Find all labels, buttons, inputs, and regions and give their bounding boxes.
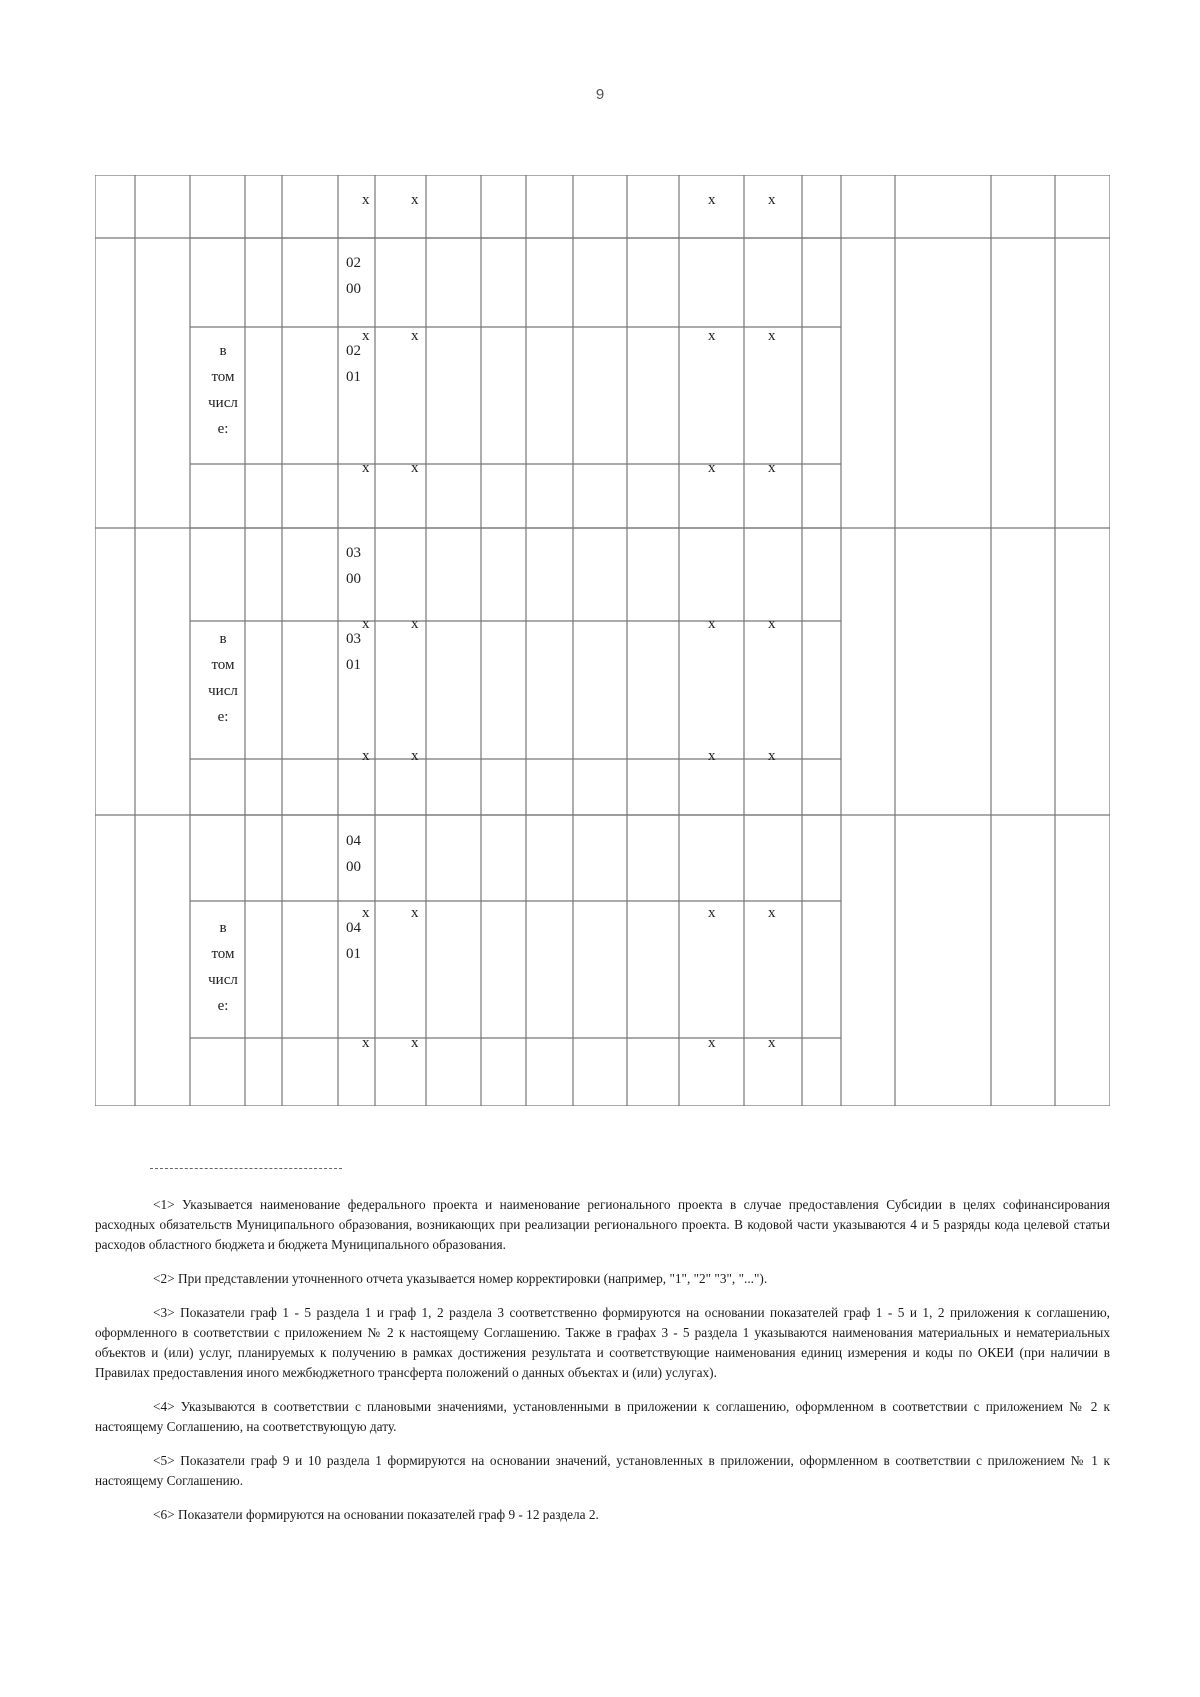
x-mark: x	[768, 748, 776, 764]
x-mark: x	[411, 616, 419, 632]
x-mark: x	[768, 460, 776, 476]
x-mark: x	[362, 192, 370, 208]
x-mark: x	[411, 1035, 419, 1051]
footnote-5: <5> Показатели граф 9 и 10 раздела 1 формируются на основании значений, установленных в приложении, оформленном в соответствии с приложением № 1 к настоящему Соглашению.	[95, 1453, 1110, 1488]
x-mark: x	[362, 328, 370, 344]
x-mark: x	[708, 460, 716, 476]
x-mark: x	[411, 192, 419, 208]
code-line: 00	[346, 859, 361, 875]
code-cell-0400	[346, 828, 361, 880]
x-mark: x	[362, 905, 370, 921]
label-line: том	[211, 657, 235, 673]
code-line: 02	[346, 343, 361, 359]
x-mark: x	[708, 192, 716, 208]
footnotes	[95, 1195, 1110, 1539]
footnote-1: <1> Указывается наименование федерального проекта и наименование регионального проекта в случае предоставления Субсидии в целях софинансирования расходных обязательств Муниципального образования, возникающих при реализации регионального проекта. В кодовой части указываются 4 и 5 разряды кода целевой статьи расходов областного бюджета и бюджета Муниципального образования.	[95, 1197, 1110, 1252]
x-mark: x	[362, 460, 370, 476]
label-line: е:	[217, 998, 229, 1014]
including-label	[198, 915, 248, 1019]
x-mark: x	[362, 616, 370, 632]
code-cell-0301	[346, 626, 361, 678]
code-line: 01	[346, 369, 361, 385]
code-line: 01	[346, 657, 361, 673]
label-line: числ	[208, 395, 238, 411]
footnote-separator	[150, 1168, 342, 1169]
x-mark: x	[362, 1035, 370, 1051]
label-line: числ	[208, 683, 238, 699]
label-line: е:	[217, 421, 229, 437]
footnote-6: <6> Показатели формируются на основании показателей граф 9 - 12 раздела 2.	[153, 1507, 599, 1522]
code-cell-0401	[346, 915, 361, 967]
x-mark: x	[411, 905, 419, 921]
code-cell-0300	[346, 540, 361, 592]
code-cell-0201	[346, 338, 361, 390]
including-label	[198, 626, 248, 730]
code-line: 01	[346, 946, 361, 962]
label-line: в	[219, 631, 227, 647]
including-label	[198, 338, 248, 442]
x-mark: x	[708, 905, 716, 921]
x-mark: x	[708, 1035, 716, 1051]
footnote-3: <3> Показатели граф 1 - 5 раздела 1 и граф 1, 2 раздела 3 соответственно формируются на основании показателей граф 1 - 5 и 1, 2 приложения к соглашению, оформленного в соответствии с приложением № 2 к настоящему Соглашению. Также в графах 3 - 5 раздела 1 указываются наименования материальных и нематериальных объектов и (или) услуг, планируемых к получению в рамках достижения результата и соответствующие наименования единиц измерения и коды по ОКЕИ (при наличии в Правилах предоставления иного межбюджетного трансферта положений о данных объектах и (или) услугах).	[95, 1305, 1110, 1380]
x-mark: x	[411, 460, 419, 476]
label-line: в	[219, 343, 227, 359]
report-table	[95, 175, 1110, 1106]
x-mark: x	[768, 616, 776, 632]
x-mark: x	[411, 328, 419, 344]
x-mark: x	[362, 748, 370, 764]
label-line: том	[211, 946, 235, 962]
page-number: 9	[595, 86, 605, 103]
x-mark: x	[768, 1035, 776, 1051]
x-mark: x	[708, 616, 716, 632]
footnote-4: <4> Указываются в соответствии с плановыми значениями, установленными в приложении к соглашению, оформленном в соответствии с приложением № 2 к настоящему Соглашению, на соответствующую дату.	[95, 1399, 1110, 1434]
footnote-2: <2> При представлении уточненного отчета указывается номер корректировки (например, "1", "2" "3", "...").	[153, 1271, 768, 1286]
code-line: 02	[346, 255, 361, 271]
x-mark: x	[768, 192, 776, 208]
code-line: 00	[346, 281, 361, 297]
code-line: 04	[346, 920, 361, 936]
label-line: числ	[208, 972, 238, 988]
label-line: том	[211, 369, 235, 385]
x-mark: x	[708, 748, 716, 764]
code-line: 04	[346, 833, 361, 849]
code-line: 03	[346, 631, 361, 647]
code-line: 03	[346, 545, 361, 561]
x-mark: x	[768, 328, 776, 344]
code-cell-0200	[346, 250, 361, 302]
x-mark: x	[708, 328, 716, 344]
code-line: 00	[346, 571, 361, 587]
x-mark: x	[768, 905, 776, 921]
x-mark: x	[411, 748, 419, 764]
label-line: е:	[217, 709, 229, 725]
label-line: в	[219, 920, 227, 936]
